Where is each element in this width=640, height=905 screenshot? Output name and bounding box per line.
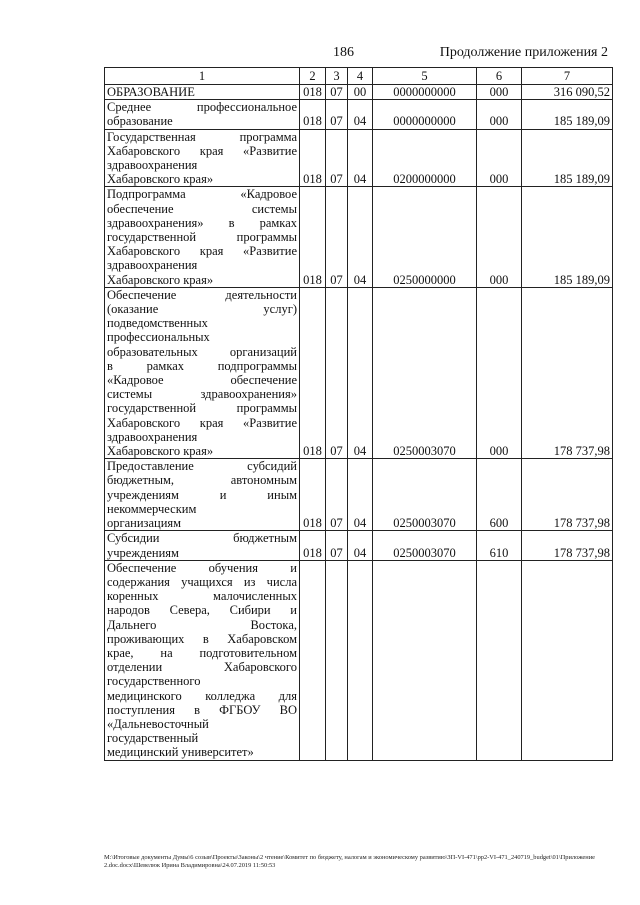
row-name-line: Дальнего Востока, <box>107 617 297 632</box>
row-name-line: учреждениям <box>107 545 179 560</box>
table-row <box>105 287 613 458</box>
row-name-line: образование <box>107 114 173 129</box>
row-name-line: государственной программы <box>107 230 297 245</box>
row-name-line: крае, на подготовительном <box>107 645 297 660</box>
code-subsection-cell: 04 <box>348 129 373 187</box>
page-number: 186 <box>333 45 354 60</box>
row-name-line: Хабаровского края» <box>107 272 214 287</box>
row-name-line: здравоохранения <box>107 429 198 444</box>
row-name-line: системы здравоохранения» <box>107 387 297 402</box>
row-name-line: медицинского колледжа для <box>107 688 297 703</box>
row-name-line: Среднее профессиональное <box>107 100 297 115</box>
row-name-line: Хабаровского края» <box>107 444 214 459</box>
row-name-line: Субсидии бюджетным <box>107 531 297 546</box>
code-section-cell: 07 <box>326 187 348 287</box>
code-subsection-cell: 04 <box>348 531 373 560</box>
column-header-4: 4 <box>348 68 373 85</box>
row-name <box>105 187 300 287</box>
code-expense-type-cell: 000 <box>477 129 522 187</box>
column-header-3: 3 <box>326 68 348 85</box>
row-name-line: Государственная программа <box>107 129 297 144</box>
column-header-7: 7 <box>522 68 613 85</box>
code-expense-type-cell: 000 <box>477 85 522 100</box>
row-name <box>105 85 300 100</box>
amount-cell <box>522 560 613 760</box>
code-target-cell <box>373 560 477 760</box>
row-name-line: некоммерческим <box>107 501 197 516</box>
amount-cell: 178 737,98 <box>522 459 613 531</box>
table-row <box>105 129 613 187</box>
amount-cell: 185 189,09 <box>522 100 613 129</box>
table-row <box>105 85 613 100</box>
row-name-line: обеспечение системы <box>107 201 297 216</box>
code-admin-cell: 018 <box>300 531 326 560</box>
document-path-footer: M:\Итоговые документы Думы\6 созыв\Проекты\Законы\2 чтение\Комитет по бюджету, налогам и экономическому развитию\ЗП-VI-471\рр2-VI-471_240719_budget\01\Приложение 2.doc.docx\Шевелюк Ирина Владимировна\24.07.2019 11:50:53 <box>104 854 595 869</box>
row-name-line: отделении Хабаровского <box>107 660 297 675</box>
row-name <box>105 287 300 458</box>
code-subsection-cell: 04 <box>348 187 373 287</box>
budget-table <box>104 67 613 761</box>
code-section-cell: 07 <box>326 531 348 560</box>
row-name-line: организациям <box>107 516 182 531</box>
code-target-cell: 0000000000 <box>373 85 477 100</box>
code-section-cell: 07 <box>326 85 348 100</box>
row-name-line: учреждениям и иным <box>107 487 297 502</box>
row-name-line: Предоставление субсидий <box>107 459 297 474</box>
table-row <box>105 560 613 760</box>
code-section-cell: 07 <box>326 100 348 129</box>
code-subsection-cell: 04 <box>348 100 373 129</box>
code-target-cell: 0250003070 <box>373 531 477 560</box>
code-target-cell: 0250000000 <box>373 187 477 287</box>
column-header-row <box>105 68 613 85</box>
row-name-line: Хабаровского края» <box>107 172 214 187</box>
code-expense-type-cell <box>477 560 522 760</box>
code-subsection-cell <box>348 560 373 760</box>
code-admin-cell: 018 <box>300 129 326 187</box>
column-header-6: 6 <box>477 68 522 85</box>
code-section-cell: 07 <box>326 129 348 187</box>
continuation-label: Продолжение приложения 2 <box>439 45 608 60</box>
amount-cell: 316 090,52 <box>522 85 613 100</box>
table-row <box>105 187 613 287</box>
amount-cell: 185 189,09 <box>522 129 613 187</box>
row-name-line: Хабаровского края «Развитие <box>107 244 297 259</box>
code-section-cell: 07 <box>326 459 348 531</box>
row-name-line: государственный <box>107 731 199 746</box>
row-name-line: «Дальневосточный <box>107 716 209 731</box>
code-expense-type-cell: 000 <box>477 100 522 129</box>
row-name-line: «Кадровое обеспечение <box>107 373 297 388</box>
code-admin-cell <box>300 560 326 760</box>
code-section-cell: 07 <box>326 287 348 458</box>
row-name-line: Обеспечение обучения и <box>107 560 297 575</box>
code-admin-cell: 018 <box>300 187 326 287</box>
code-target-cell: 0250003070 <box>373 459 477 531</box>
table-row <box>105 531 613 560</box>
row-name <box>105 459 300 531</box>
code-expense-type-cell: 600 <box>477 459 522 531</box>
column-header-2: 2 <box>300 68 326 85</box>
code-admin-cell: 018 <box>300 287 326 458</box>
row-name-line: здравоохранения <box>107 258 198 273</box>
row-name-line: в рамках подпрограммы <box>107 358 297 373</box>
row-name-line: образовательных организаций <box>107 344 297 359</box>
row-name-line: бюджетным, автономным <box>107 473 297 488</box>
row-name-line: подведомственных <box>107 316 208 331</box>
row-name-line: поступления в ФГБОУ ВО <box>107 702 297 717</box>
table-row <box>105 100 613 129</box>
row-name-line: (оказание услуг) <box>107 302 297 317</box>
code-expense-type-cell: 610 <box>477 531 522 560</box>
amount-cell: 178 737,98 <box>522 287 613 458</box>
row-name-line: народов Севера, Сибири и <box>107 603 297 618</box>
row-name-line: Хабаровского края «Развитие <box>107 143 297 158</box>
code-target-cell: 0200000000 <box>373 129 477 187</box>
row-name-line: коренных малочисленных <box>107 589 297 604</box>
code-admin-cell: 018 <box>300 459 326 531</box>
code-target-cell: 0000000000 <box>373 100 477 129</box>
row-name-line: здравоохранения» в рамках <box>107 215 297 230</box>
row-name <box>105 129 300 187</box>
code-admin-cell: 018 <box>300 85 326 100</box>
row-name-line: медицинский университет» <box>107 745 254 760</box>
code-expense-type-cell: 000 <box>477 187 522 287</box>
row-name-line: профессиональных <box>107 330 210 345</box>
row-name-line: здравоохранения <box>107 158 198 173</box>
table-row <box>105 459 613 531</box>
row-name-line: государственной программы <box>107 401 297 416</box>
row-name-line: содержания учащихся из числа <box>107 574 297 589</box>
code-subsection-cell: 04 <box>348 459 373 531</box>
row-name-line: Обеспечение деятельности <box>107 287 297 302</box>
code-section-cell <box>326 560 348 760</box>
row-name-line: государственного <box>107 674 201 689</box>
row-name <box>105 100 300 129</box>
row-name-line: проживающих в Хабаровском <box>107 631 297 646</box>
row-name <box>105 531 300 560</box>
column-header-5: 5 <box>373 68 477 85</box>
code-expense-type-cell: 000 <box>477 287 522 458</box>
code-admin-cell: 018 <box>300 100 326 129</box>
code-subsection-cell: 00 <box>348 85 373 100</box>
column-header-1: 1 <box>105 68 300 85</box>
code-subsection-cell: 04 <box>348 287 373 458</box>
table-body <box>105 85 613 761</box>
code-target-cell: 0250003070 <box>373 287 477 458</box>
amount-cell: 185 189,09 <box>522 187 613 287</box>
row-name-line: Хабаровского края «Развитие <box>107 415 297 430</box>
row-name-line: ОБРАЗОВАНИЕ <box>107 85 195 99</box>
row-name <box>105 560 300 760</box>
row-name-line: Подпрограмма «Кадровое <box>107 187 297 202</box>
amount-cell: 178 737,98 <box>522 531 613 560</box>
